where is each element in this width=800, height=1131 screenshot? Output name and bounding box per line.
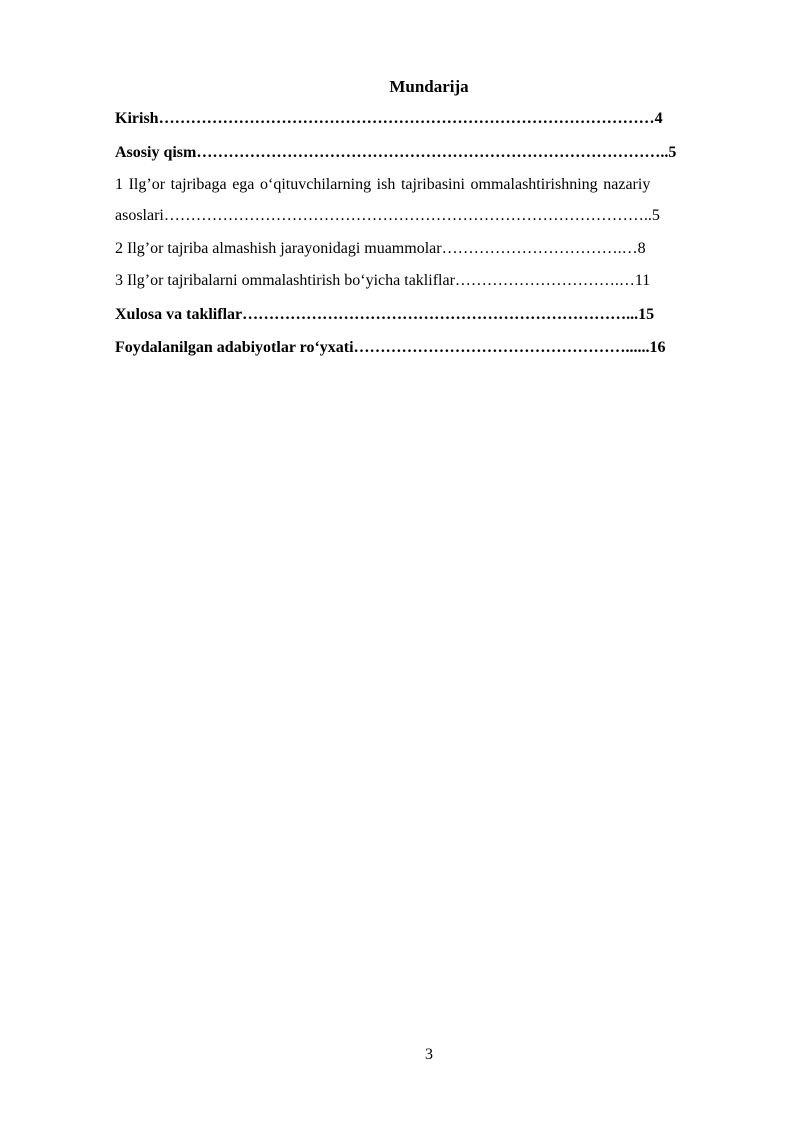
- toc-leader-dots: ………………………….…: [454, 272, 635, 289]
- toc-page-number: 16: [649, 339, 666, 356]
- toc-page-number: 11: [634, 272, 651, 289]
- toc-entry-label: Kirish: [115, 110, 159, 127]
- toc-leader-dots: ………………………………………………………………………………..: [163, 207, 652, 224]
- toc-entry-asosiy-qism[interactable]: [115, 142, 748, 164]
- toc-entry-label: 2 Ilg’or tajriba almashish jarayonidagi muammolar: [115, 240, 442, 257]
- toc-page-number: 4: [654, 110, 663, 127]
- toc-entry-kirish[interactable]: [115, 108, 748, 130]
- toc-entry-label: asoslari: [115, 207, 164, 224]
- toc-title: Mundarija: [389, 77, 469, 96]
- toc-entry-2[interactable]: [115, 238, 748, 260]
- toc-page-number: 15: [638, 306, 655, 323]
- toc-leader-dots: ……………………………………………………………………………..: [196, 144, 669, 161]
- toc-entry-label: Asosiy qism: [115, 144, 197, 161]
- toc-leader-dots: …………………………….…: [441, 240, 638, 257]
- toc-entry-label: 1 Ilg’or tajribaga ega o‘qituvchilarning ish tajribasini ommalashtirishning nazariy: [115, 176, 651, 193]
- toc-entry-label: 3 Ilg’or tajribalarni ommalashtirish bo‘yicha takliflar: [115, 272, 455, 289]
- toc-page-number: 8: [637, 240, 646, 257]
- toc-entry-adabiyotlar[interactable]: [115, 337, 748, 359]
- toc-entry-label: Foydalanilgan adabiyotlar ro‘yxati: [115, 339, 354, 356]
- toc-leader-dots: ……………………………………………......: [353, 339, 650, 356]
- toc-leader-dots: …………………………………………………………………………………: [158, 110, 655, 127]
- toc-leader-dots: ………………………………………………………………...: [242, 306, 639, 323]
- page-number: 3: [425, 1046, 433, 1063]
- toc-entry-label: Xulosa va takliflar: [115, 306, 243, 323]
- toc-page-number: 5: [651, 207, 660, 224]
- toc-entry-1-line2[interactable]: [115, 205, 748, 227]
- toc-page-number: 5: [668, 144, 677, 161]
- toc-entry-3[interactable]: [115, 270, 748, 292]
- toc-entry-xulosa[interactable]: [115, 304, 748, 326]
- toc-entry-1-line1[interactable]: [115, 174, 748, 196]
